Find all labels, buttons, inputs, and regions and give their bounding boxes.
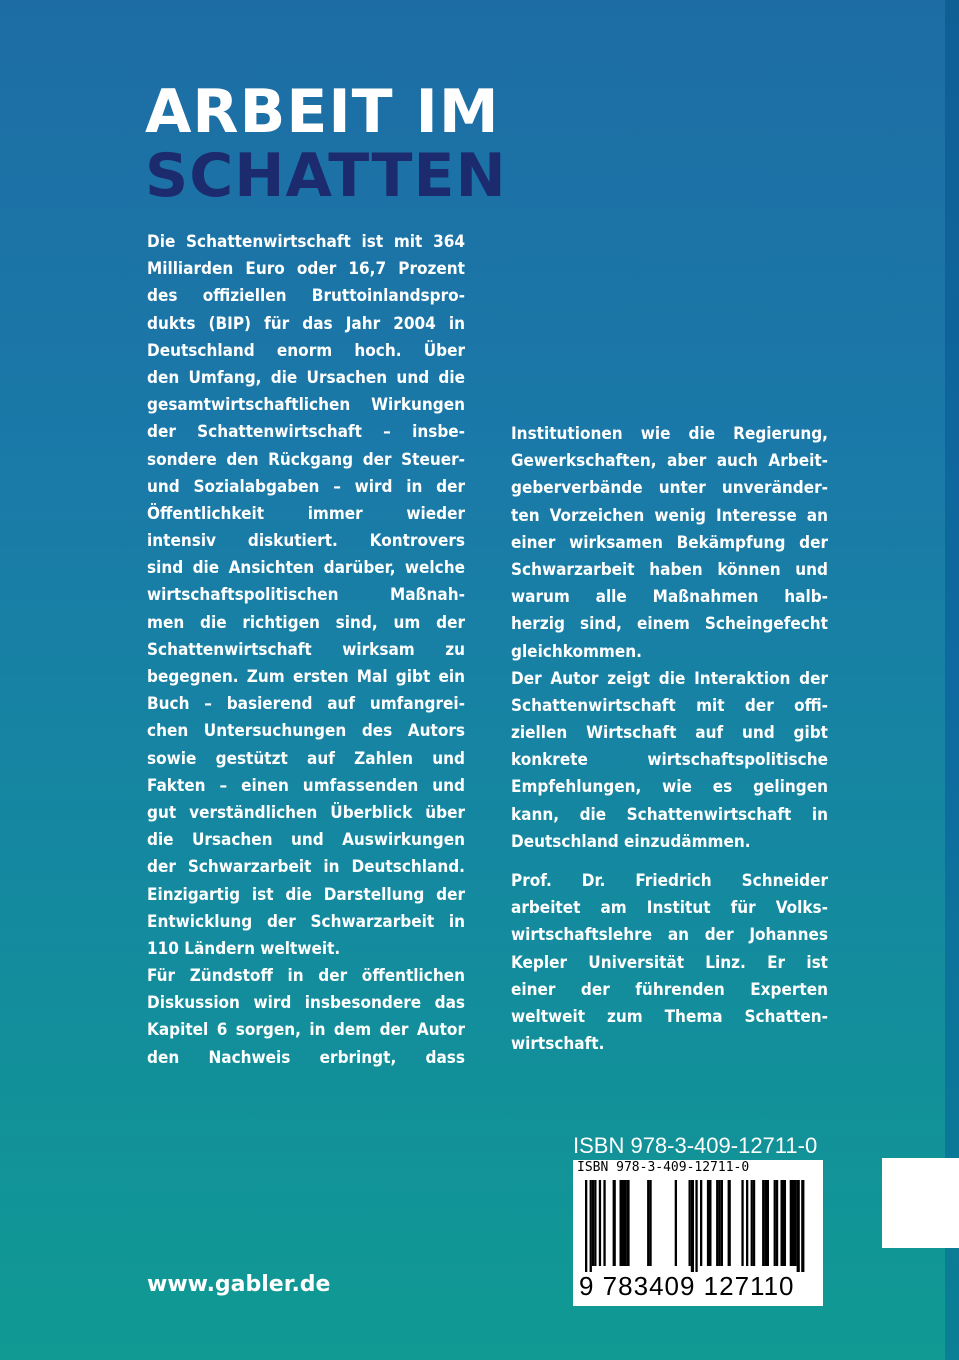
text-line: Gewerkschaften, aber auch Arbeit- (511, 451, 828, 472)
barcode-bar (741, 1180, 743, 1266)
text-line: Öffentlichkeit immer wieder (147, 503, 465, 524)
text-line: Milliarden Euro oder 16,7 Prozent (147, 259, 465, 280)
barcode-bar (716, 1180, 718, 1266)
text-line: arbeitet am Institut für Volks- (511, 898, 828, 919)
text-line: Einzigartig ist die Darstellung der (147, 884, 465, 905)
text-line: wirtschaft. (511, 1034, 605, 1055)
barcode-bar (797, 1180, 800, 1272)
barcode-bar (783, 1180, 786, 1266)
text-line: die Ursachen und Auswirkungen (147, 830, 465, 851)
text-line: begegnen. Zum ersten Mal gibt ein (147, 667, 465, 687)
text-line: Fakten – einen umfassenden und (147, 775, 465, 796)
barcode-bar (801, 1180, 804, 1272)
text-line: Institutionen wie die Regierung, (511, 424, 828, 444)
barcode-bar (689, 1180, 691, 1266)
text-line: ziellen Wirtschaft auf und gibt (511, 723, 828, 744)
blurb-right-column (511, 421, 828, 1058)
barcode-bar (613, 1180, 616, 1266)
text-line: warum alle Maßnahmen halb- (511, 587, 828, 608)
text-line: 110 Ländern weltweit. (147, 938, 341, 959)
barcode-digits: 9 783409 127110 (579, 1271, 795, 1301)
paragraph-gap (511, 856, 828, 868)
barcode-bar (649, 1180, 651, 1266)
barcode-bar (624, 1180, 626, 1266)
barcode-bar (776, 1180, 778, 1266)
publisher-website: www.gabler.de (147, 1272, 331, 1297)
text-line: des offiziellen Bruttoinlandspro- (147, 286, 465, 307)
barcode-bar (695, 1180, 697, 1272)
barcode-bar (774, 1180, 776, 1266)
text-line: Kapitel 6 sorgen, in dem der Autor (147, 1020, 465, 1041)
text-line: men die richtigen sind, um der (147, 612, 465, 633)
barcode-bar (585, 1180, 587, 1272)
text-line: Entwicklung der Schwarzarbeit in (147, 911, 465, 932)
text-line: und Sozialabgaben – wird in der (147, 476, 465, 497)
barcode-bar (700, 1180, 702, 1266)
book-title (145, 77, 507, 211)
text-line: wirtschaftslehre an der Johannes (511, 925, 828, 946)
text-line: wirtschaftspolitischen Maßnah- (147, 585, 465, 606)
text-line: Kepler Universität Linz. Er ist (511, 952, 828, 973)
barcode-bar (746, 1180, 748, 1266)
text-line: Der Autor zeigt die Interaktion der (511, 668, 828, 689)
text-line: gleichkommen. (511, 641, 642, 662)
text-line: Deutschland enorm hoch. Über (147, 340, 465, 361)
blurb-left-column (147, 229, 465, 1072)
barcode-bar (592, 1180, 594, 1266)
barcode-bars (583, 1180, 813, 1272)
barcode-bar (709, 1180, 711, 1266)
barcode-bar (767, 1180, 769, 1266)
title-line-1: ARBEIT IM (145, 77, 500, 147)
text-line: chen Untersuchungen des Autors (147, 721, 465, 742)
white-label-tab (882, 1158, 959, 1248)
text-line: Schwarzarbeit haben können und (511, 559, 828, 580)
text-line: dukts (BIP) für das Jahr 2004 in (147, 313, 465, 334)
title-line-2: SCHATTEN (145, 141, 507, 211)
barcode-bar (599, 1180, 601, 1266)
barcode-bar (691, 1180, 694, 1272)
barcode-bar (675, 1180, 677, 1266)
text-line: sowie gestützt auf Zahlen und (147, 748, 465, 769)
barcode-bar (728, 1180, 731, 1266)
text-line: Empfehlungen, wie es gelingen (511, 777, 828, 798)
text-line: konkrete wirtschaftspolitische (511, 750, 828, 771)
barcode-bar (647, 1180, 649, 1266)
text-line: kann, die Schattenwirtschaft in (511, 804, 828, 825)
text-line: der Schattenwirtschaft – insbe- (147, 422, 465, 443)
text-line: einer der führenden Experten (511, 979, 828, 1000)
barcode-bar (718, 1180, 720, 1266)
barcode-bar (721, 1180, 723, 1266)
barcode-bar (753, 1180, 755, 1266)
barcode-bar (794, 1180, 796, 1266)
barcode-bar (603, 1180, 605, 1266)
text-line: weltweit zum Thema Schatten- (511, 1006, 828, 1027)
text-line: Deutschland einzudämmen. (511, 831, 751, 852)
text-line: einer wirksamen Bekämpfung der (511, 532, 828, 553)
cover-right-edge (945, 0, 959, 1360)
barcode-bar (626, 1180, 629, 1266)
text-line: Diskussion wird insbesondere das (147, 993, 465, 1014)
text-line: Für Zündstoff in der öffentlichen (147, 966, 465, 987)
text-line: Buch – basierend auf umfangrei- (147, 694, 465, 715)
text-line: intensiv diskutiert. Kontrovers (147, 531, 465, 552)
barcode (573, 1160, 823, 1306)
text-line: Schattenwirtschaft wirksam zu (147, 639, 465, 660)
barcode-bar (590, 1180, 592, 1272)
barcode-isbn-text: ISBN 978-3-409-12711-0 (577, 1160, 750, 1175)
text-line: ten Vorzeichen wenig Interesse an (511, 505, 828, 526)
text-line: gesamtwirtschaftlichen Wirkungen (147, 395, 465, 416)
text-line: der Schwarzarbeit in Deutschland. (147, 857, 465, 878)
text-line: den Nachweis erbringt, dass (147, 1047, 465, 1068)
text-line: gut verständlichen Überblick über (147, 802, 465, 823)
barcode-bar (594, 1180, 596, 1266)
text-line: geberverbände unter unveränder- (511, 478, 828, 499)
isbn-label: ISBN 978-3-409-12711-0 (573, 1133, 818, 1158)
text-line: sondere den Rückgang der Steuer- (147, 449, 465, 470)
text-line: Die Schattenwirtschaft ist mit 364 (147, 232, 465, 252)
text-line: Schattenwirtschaft mit der offi- (511, 695, 828, 716)
text-line: Prof. Dr. Friedrich Schneider (511, 871, 828, 891)
barcode-bar (751, 1180, 753, 1266)
text-line: sind die Ansichten darüber, welche (147, 558, 465, 579)
text-line: herzig sind, einem Scheingefecht (511, 614, 828, 635)
text-line: den Umfang, die Ursachen und die (147, 367, 465, 388)
barcode-bar (762, 1180, 764, 1266)
